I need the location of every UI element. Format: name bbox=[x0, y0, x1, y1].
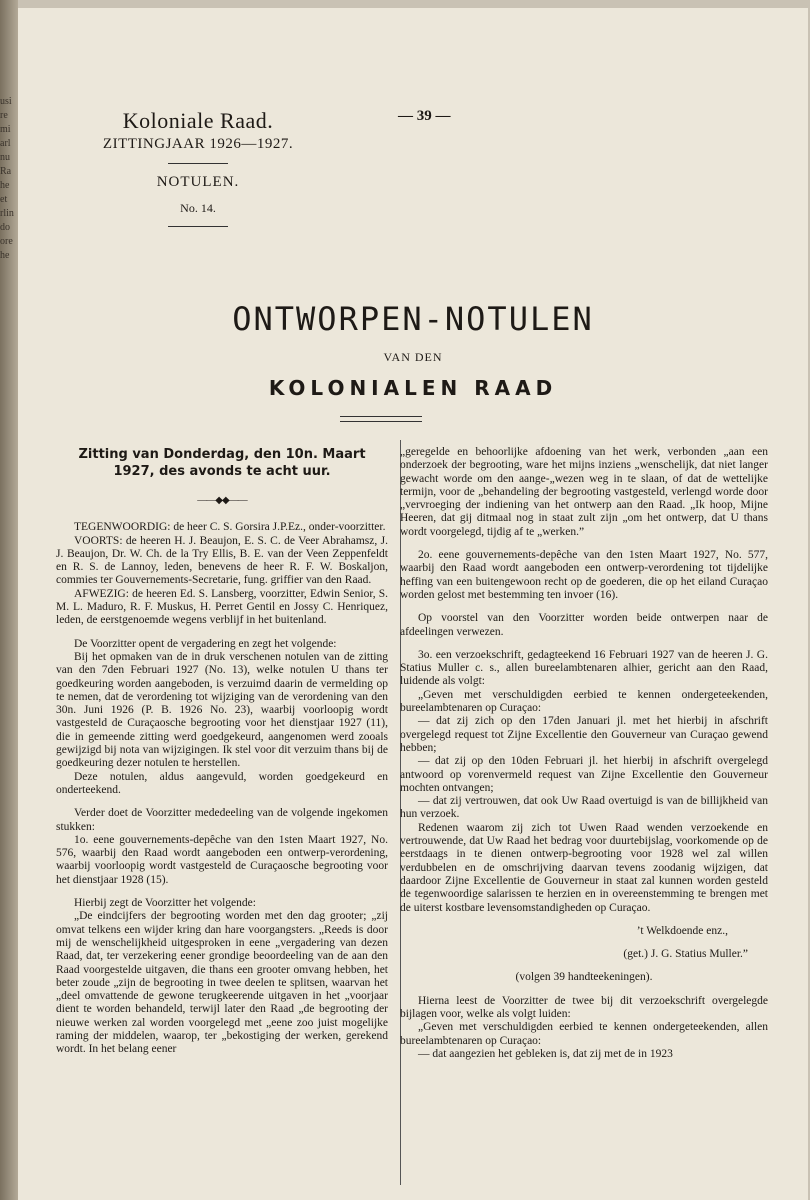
left-column bbox=[56, 446, 388, 1057]
paragraph: 1o. eene gouvernements-depêche van den 1sten Maart 1927, No. 576, waarbij den Raad wordt aangeboden een ontwerp-verordening, waarbij voorloopig wordt vastgesteld de Curaçaosche begrooting voor het dienstjaar 1928 (15). bbox=[56, 833, 388, 886]
subtitle-van-den: VAN DEN bbox=[383, 350, 443, 364]
signature: (get.) J. G. Statius Muller.” bbox=[623, 948, 748, 961]
paragraph: Redenen waarom zij zich tot Uwen Raad wenden verzoekende en vertrouwende, dat Uw Raad het bedrag voor duurtebijslag, voorkomende op de eerstdaags in te dienen ontwerp-begrooting voor 1928 wel zal willen verdubbelen en de omschrijving daarvan tevens zoodanig wijzigen, dat daardoor Zijne Excellentie de Gouverneur in staat zal kunnen worden gesteld de tegenwoordige salarissen te herzien en in overeenstemming te brengen met de uiterst kostbare levensomstandigheden op Curaçao. bbox=[400, 821, 768, 914]
paragraph: — dat zij vertrouwen, dat ook Uw Raad overtuigd is van de billijkheid van hun verzoek. bbox=[400, 795, 768, 821]
paragraph: — dat zij zich op den 17den Januari jl. met het hierbij in afschrift overgelegd request tot Zijne Excellentie den Gouverneur van Curaçao gewend hebben; bbox=[400, 715, 768, 754]
paragraph: Bij het opmaken van de in druk verschenen notulen van de zitting van den 7den Februari 1927 (No. 13), welke notulen U thans ter goedkeuring worden aangeboden, is verzuimd daarin de vermelding op te nemen, dat de verordening tot wijziging van de verordening van den 30n. Juni 1926 (P. B. 1926 No. 23), waarbij voorloopig wordt vastgesteld de Curaçaosche begrooting voor het dienstjaar 1927 (11), die in gemeende zitting werd goedgekeurd, aangenomen werd zooals gewijzigd bij nota van wijzigingen. Ik stel voor dit verzuim thans bij de goedkeuring dezer notulen te herstellen. bbox=[56, 650, 388, 770]
session-year: ZITTINGJAAR 1926—1927. bbox=[102, 136, 294, 152]
paragraph: De Voorzitter opent de vergadering en zegt het volgende: bbox=[74, 637, 337, 650]
ornament: ——◆◆—— bbox=[197, 495, 247, 506]
double-rule bbox=[340, 416, 422, 422]
paragraph: VOORTS: de heeren H. J. Beaujon, E. S. C. de Veer Abrahamsz, J. J. Beaujon, Dr. W. Ch. de la Try Ellis, B. E. van der Veen Zeppenfeldt en R. S. de Lannoy, leden, benevens de heer R. F. W. Boskaljon, commies ter Gouvernements-Secretarie, fung. griffier van den Raad. bbox=[56, 534, 388, 587]
paragraph: Deze notulen, aldus aangevuld, worden goedgekeurd en onderteekend. bbox=[56, 770, 388, 796]
divider bbox=[168, 226, 228, 227]
paragraph: Op voorstel van den Voorzitter worden beide ontwerpen naar de afdeelingen verwezen. bbox=[400, 612, 768, 638]
issue-number: No. 14. bbox=[180, 201, 216, 215]
council-name: Koloniale Raad. bbox=[122, 108, 274, 133]
paragraph: Hierna leest de Voorzitter de twee bij dit verzoekschrift overgelegde bijlagen voor, welke als volgt luiden: bbox=[400, 994, 768, 1020]
council-banner: KOLONIALEN RAAD bbox=[268, 376, 558, 400]
paragraph: TEGENWOORDIG: de heer C. S. Gorsira J.P.Ez., onder-voorzitter. bbox=[74, 521, 386, 534]
paragraph: — dat zij op den 10den Februari jl. het hierbij in afschrift overgelegd antwoord op vorenvermeld request van Zijne Excellentie den Gouverneur mochten ontvangen; bbox=[400, 755, 768, 794]
paragraph: — dat aangezien het gebleken is, dat zij met de in 1923 bbox=[418, 1047, 673, 1060]
paragraph: Hierbij zegt de Voorzitter het volgende: bbox=[74, 897, 256, 910]
paragraph: „Geven met verschuldigden eerbied te kennen ondergeteekenden, allen bureelambtenaren op Curaçao: bbox=[400, 1021, 768, 1047]
paragraph: 3o. een verzoekschrift, gedagteekend 16 Februari 1927 van de heeren J. G. Statius Muller c. s., allen bureelambtenaren alhier, gericht aan den Raad, luidende als volgt: bbox=[400, 648, 768, 688]
document-page bbox=[18, 8, 808, 1200]
page-title: ONTWORPEN-NOTULEN bbox=[232, 300, 594, 338]
divider bbox=[168, 163, 228, 164]
right-column bbox=[400, 446, 768, 1061]
paragraph: AFWEZIG: de heeren Ed. S. Lansberg, voorzitter, Edwin Senior, S. M. L. Maduro, R. F. Muskus, H. Perret Gentil en Jossy C. Henriquez, leden, de eerstgenoemde wegens verblijf in het buitenland. bbox=[56, 587, 388, 627]
masthead bbox=[78, 108, 318, 237]
paragraph: Verder doet de Voorzitter mededeeling van de volgende ingekomen stukken: bbox=[56, 807, 388, 833]
previous-page-edge: usi re mi arl nu Ra he et rlin do ore he bbox=[0, 96, 14, 261]
notulen-label: NOTULEN. bbox=[156, 174, 240, 190]
paragraph: „De eindcijfers der begrooting worden met den dag grooter; „zij omvat telkens een wijder kring dan hare voorgangsters. „Reeds is door mij de wenschelijkheid uitgesproken in eene „vergadering van dezen Raad, dat, ter verzekering eener grondige beoordeeling van de aan den Raad voorgestelde uitgaven, die thans een grooter omvang hebben, het beter zoude „zijn de begrooting in twee deelen te splitsen, waarvan het „deel omvattende de gewone terugkeerende uitgaven in het „voorjaar dient te worden behandeld, terwijl later den Raad „de begrooting der nieuwe werken zal worden voorgelegd met „eene zoo juist mogelijke raming der middelen, waarop, ter „bekostiging der werken, gerekend wordt. In het belang eener bbox=[56, 910, 388, 1056]
signature-count: (volgen 39 handteekeningen). bbox=[515, 971, 653, 984]
session-heading: Zitting van Donderdag, den 10n. Maart 1927, des avonds te acht uur. bbox=[78, 447, 366, 479]
paragraph: „geregelde en behoorlijke afdoening van het werk, verbonden „aan een onderzoek der begrooting, ware het mijns inziens „wenschelijk, dat niet langer gewacht worde om den aange-„wezen weg in te slaan, of dat de wettelijke termijn, voor de „behandeling der begrooting vastgesteld, verlengd worde door „vervroeging der indiening van het ontwerp aan den Raad. „Ik hoop, Mijne Heeren, dat gij ditmaal nog in staat zult zijn „om het ontwerp, dat U thans wordt voorgelegd, tijdig af te „werken.” bbox=[400, 446, 768, 538]
closing-formula: ’t Welkdoende enz., bbox=[636, 924, 728, 937]
paragraph: „Geven met verschuldigden eerbied te kennen ondergeteekenden, bureelambtenaren op Curaçao: bbox=[400, 688, 768, 715]
paragraph: 2o. eene gouvernements-depêche van den 1sten Maart 1927, No. 577, waarbij den Raad wordt aangeboden een ontwerp-verordening tot tijdelijke heffing van een buitengewoon recht op de goederen, die op het eiland Curaçao worden gelost met bestemming ten invoer (16). bbox=[400, 549, 768, 601]
page-number: — 39 — bbox=[398, 108, 451, 124]
